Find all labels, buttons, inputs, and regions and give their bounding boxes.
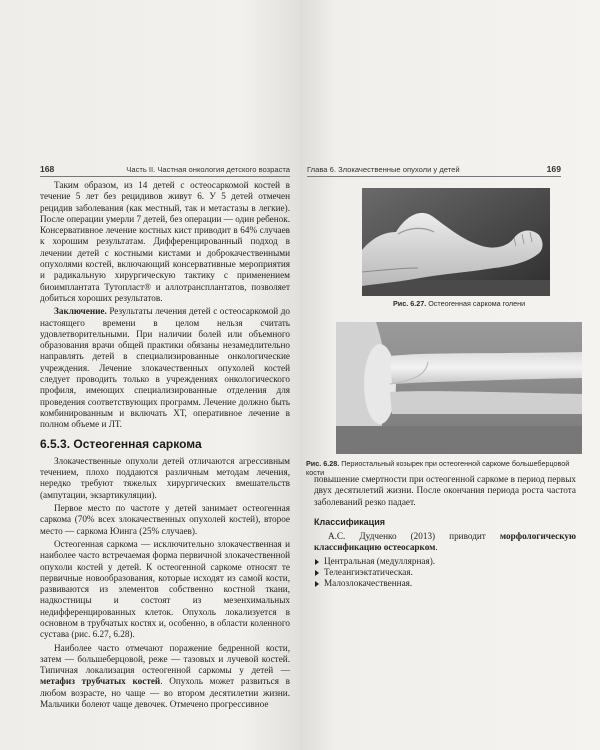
triangle-bullet-icon <box>315 570 319 576</box>
right-running-head-text: Глава 6. Злокачественные опухоли у детей <box>307 165 460 174</box>
paragraph-localization <box>40 643 290 711</box>
figure-xray <box>336 322 582 454</box>
leg-photo-image <box>362 188 550 296</box>
conclusion-lead: Заключение. <box>54 306 107 317</box>
figure-628-text: Периостальный козырек при остеогенной саркоме большеберцовой кости <box>306 459 570 477</box>
figure-627-text: Остеогенная саркома голени <box>428 299 526 308</box>
paragraph-classification-intro <box>314 531 576 554</box>
left-page-number: 168 <box>40 164 55 174</box>
section-title: 6.5.3. Остеогенная саркома <box>40 436 202 451</box>
triangle-bullet-icon <box>315 559 319 565</box>
right-page-number: 169 <box>546 164 561 174</box>
figure-628-label: Рис. 6.28. <box>306 459 340 468</box>
paragraph-continuation: повышение смертности при остеогенной саркоме в период первых двух десятилетий жизни. После окончания периода роста частота заболеваний резко падает. <box>314 474 576 507</box>
paragraph-definition: Остеогенная саркома — исключительно злокачественная и наиболее часто встречаемая форма первичной злокачественной опухоли костей у детей. К остеогенной саркоме относят те первичные новообразования, которые исходят из самой кости, развиваются из элементов собственно костной ткани, надкостницы и состоят из мезенхимальных недифференцированных клеток. Опухоль локализуется в основном в трубчатых костях и, особенно, в области коленного сустава (рис. 6.27, 6.28). <box>40 538 290 640</box>
list-item <box>314 578 576 589</box>
list-item-text: Центральная (медуллярная). <box>324 555 436 566</box>
localization-end: . Опухоль может развиться в любом возрасте, но чаще — во втором десятилетии жизни. Мальчики болеют чаще девочек. Отмечено прогрессивное <box>40 676 290 710</box>
classification-intro-end: . <box>435 542 438 553</box>
list-item <box>314 567 576 578</box>
paragraph-results: Таким образом, из 14 детей с остеосаркомой костей в течение 5 лет без рецидивов живут 6. У 5 детей отмечен рецидив заболевания (как местный, так и метастазы в легкие). После операции умерли 7 детей, без операции — один ребенок. Консервативное лечение костных кист приводит в 64% случаев к хорошим результатам. Дифференцированный подход в лечении детей с костными кистами и доброкачественными опухолями костей, включающий консервативные мероприятия и радикальную хирургическую тактику с применением биоимплантата Тутопласт® и аллотрансплантатов, позволяет добиться хороших результатов. <box>40 180 290 303</box>
right-running-head <box>307 164 561 177</box>
left-running-head-text: Часть II. Частная онкология детского возраста <box>126 165 290 174</box>
list-item-text: Малозлокачественная. <box>324 578 413 589</box>
triangle-bullet-icon <box>315 581 319 587</box>
localization-bold: метафиз трубчатых костей <box>40 676 161 687</box>
left-text-column <box>40 180 290 712</box>
right-text-column <box>314 474 576 590</box>
classification-title: Классификация <box>314 516 385 527</box>
left-running-head <box>40 164 290 177</box>
classification-intro-start: А.С. Дудченко (2013) приводит <box>328 531 500 542</box>
classification-list <box>314 556 576 590</box>
figure-leg-photo <box>362 188 550 296</box>
figure-627-label: Рис. 6.27. <box>393 299 427 308</box>
xray-image <box>336 322 582 454</box>
classification-intro-bold: морфологическую классификацию остеосарком <box>314 531 576 553</box>
paragraph-conclusion <box>40 306 290 430</box>
list-item <box>314 556 576 567</box>
localization-start: Наиболее часто отмечают поражение бедренной кости, затем — большеберцовой, реже — тазовых и лучевой костей. Типичная локализация остеогенной саркомы у детей — <box>40 642 290 676</box>
paragraph-aggressive: Злокачественные опухоли детей отличаются агрессивным течением, плохо поддаются различным методам лечения, нередко требуют тяжелых хирургических вмешательств (ампутации, экзартикуляции). <box>40 455 290 500</box>
paragraph-frequency: Первое место по частоте у детей занимает остеогенная саркома (70% всех злокачественных опухолей костей), второе место — саркома Юинга (25% случаев). <box>40 503 290 536</box>
figure-627-caption <box>393 299 563 308</box>
conclusion-text: Результаты лечения детей с остеосаркомой до настоящего времени в целом нельзя считать удовлетворительными. При наличии болей или объемного образования врачи общей практики обязаны незамедлительно направлять детей в специализированные онкологические учреждения. Лечение злокачественных опухолей костей следует проводить только в учреждениях онкологического профиля, имеющих специализированные отделения для проведения соответствующих программ. Лечение должно быть комбинированным и включать ХТ, оперативное лечение в полном объеме и ЛТ. <box>40 306 290 430</box>
list-item-text: Телеангиэктатическая. <box>324 567 413 578</box>
